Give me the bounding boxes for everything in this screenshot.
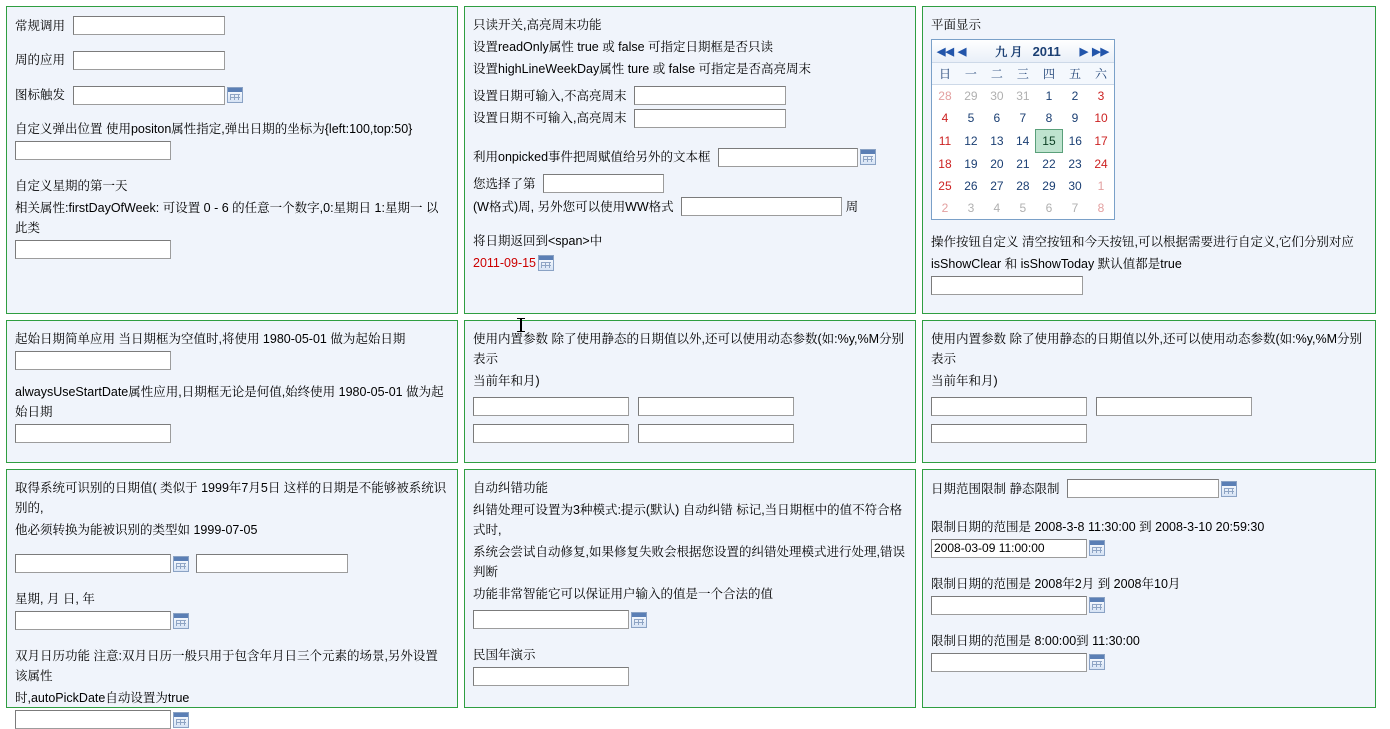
- calendar-month-label[interactable]: 九 月: [995, 44, 1023, 59]
- row-builtin-params-1-bottom: [473, 424, 907, 443]
- panel-readonly-weekend: [464, 6, 916, 314]
- panel-system-date: [6, 469, 458, 708]
- text-span-return: 将日期返回到<span>中: [473, 233, 603, 248]
- row-week-result: [473, 173, 907, 194]
- calendar-day-selected[interactable]: 15: [1036, 130, 1062, 153]
- row-system-date-inputs: [15, 554, 449, 573]
- prev-month-icon[interactable]: ◀: [957, 45, 967, 58]
- label-ww-format: (W格式)周, 另外您可以使用WW格式: [473, 199, 674, 214]
- calendar-icon[interactable]: [1221, 481, 1237, 497]
- calendar-nav-left: [935, 45, 968, 58]
- text-builtin-params-1-line1: 使用内置参数 除了使用静态的日期值以外,还可以使用动态参数(如:%y,%M分别表示: [473, 332, 905, 366]
- weekday-thu: 四: [1036, 63, 1062, 85]
- text-buttons-custom-2: isShowClear 和 isShowToday 默认值都是true: [931, 257, 1182, 271]
- input-onpicked[interactable]: [718, 148, 858, 167]
- calendar-day[interactable]: 29: [964, 89, 978, 103]
- text-builtin-params-2-line2: 当前年和月): [931, 374, 998, 388]
- calendar-icon[interactable]: [1089, 654, 1105, 670]
- text-highlight-desc: 设置highLineWeekDay属性 ture 或 false 可指定是否高亮周末: [473, 62, 812, 76]
- calendar-week-row: [932, 130, 1114, 153]
- label-static-limit: 日期范围限制 静态限制: [931, 481, 1060, 496]
- text-autocorrect-title: 自动纠错功能: [473, 481, 549, 495]
- panel-builtin-params-2: [922, 320, 1376, 463]
- input-custom-position[interactable]: [15, 141, 171, 160]
- input-builtin-param2-a[interactable]: [931, 397, 1087, 416]
- text-range-datetime: 限制日期的范围是 2008-3-8 11:30:00 到 2008-3-10 20:59:30: [931, 519, 1265, 534]
- row-custom-position: [15, 141, 449, 160]
- calendar-day[interactable]: 28: [938, 89, 952, 103]
- calendar-day[interactable]: 13: [990, 134, 1004, 148]
- calendar-week-row: [932, 197, 1114, 219]
- calendar-icon[interactable]: [1089, 540, 1105, 556]
- input-editable-nohighlight[interactable]: [634, 86, 786, 105]
- text-autocorrect-line3: 系统会尝试自动修复,如果修复失败会根据您设置的纠错处理模式进行处理,错误判断: [473, 545, 905, 579]
- input-week-result[interactable]: [543, 174, 664, 193]
- first-year-icon[interactable]: ◀◀: [937, 45, 954, 58]
- panel-builtin-params-1: [464, 320, 916, 463]
- input-range-time[interactable]: [931, 653, 1087, 672]
- calendar-day[interactable]: 18: [938, 156, 952, 171]
- row-alwaysusestartdate: [15, 424, 449, 443]
- text-startdate-desc: 起始日期简单应用 当日期框为空值时,将使用 1980-05-01 做为起始日期: [15, 332, 406, 346]
- calendar-day[interactable]: 8: [1097, 201, 1105, 215]
- calendar-icon[interactable]: [227, 87, 243, 103]
- text-readonly-title: 只读开关,高亮周末功能: [473, 18, 602, 32]
- calendar-day[interactable]: 19: [964, 156, 978, 171]
- calendar-day[interactable]: 4: [941, 111, 949, 126]
- text-double-calendar-line2: 时,autoPickDate自动设置为true: [15, 691, 190, 705]
- input-builtin-param-c[interactable]: [473, 424, 629, 443]
- row-range-time: [931, 653, 1367, 672]
- input-buttons-custom[interactable]: [931, 276, 1083, 295]
- row-editable-nohighlight: [473, 85, 907, 106]
- row-normal-call: [15, 15, 449, 36]
- row-minguo-input: [473, 667, 907, 686]
- text-builtin-params-2-line1: 使用内置参数 除了使用静态的日期值以外,还可以使用动态参数(如:%y,%M分别表示: [931, 332, 1363, 366]
- calendar-icon[interactable]: [538, 255, 554, 271]
- text-buttons-custom-1: 操作按钮自定义 清空按钮和今天按钮,可以根据需要进行自定义,它们分别对应: [931, 235, 1354, 249]
- text-system-date-line1: 取得系统可识别的日期值( 类似于 1999年7月5日 这样的日期是不能够被系统识别的,: [15, 481, 447, 515]
- calendar-day[interactable]: 24: [1094, 156, 1108, 171]
- panel-basic-usage: [6, 6, 458, 314]
- weekday-sun: 日: [932, 63, 958, 85]
- calendar-day[interactable]: 17: [1094, 134, 1108, 148]
- calendar-day[interactable]: 6: [993, 111, 1001, 126]
- input-icon-trigger[interactable]: [73, 86, 225, 105]
- calendar-icon[interactable]: [1089, 597, 1105, 613]
- input-autocorrect[interactable]: [473, 610, 629, 629]
- calendar-day[interactable]: 2: [941, 201, 949, 215]
- calendar-day[interactable]: 2: [1071, 89, 1079, 103]
- input-range-datetime[interactable]: [931, 539, 1087, 558]
- calendar-icon[interactable]: [860, 149, 876, 165]
- calendar-day[interactable]: 27: [990, 179, 1004, 193]
- row-static-limit: [931, 478, 1367, 499]
- calendar-grid: [932, 63, 1114, 219]
- span-date-value: 2011-09-15: [473, 255, 537, 270]
- weekday-tue: 二: [984, 63, 1010, 85]
- row-range-month: [931, 596, 1367, 615]
- label-ww-suffix: 周: [845, 199, 859, 214]
- calendar-day[interactable]: 16: [1068, 134, 1082, 148]
- calendar-day[interactable]: 14: [1015, 134, 1030, 148]
- input-ww-format[interactable]: [681, 197, 842, 216]
- text-double-calendar-line1: 双月日历功能 注意:双月日历一般只用于包含年月日三个元素的场景,另外设置该属性: [15, 649, 438, 683]
- calendar-day[interactable]: 5: [1019, 201, 1027, 215]
- label-icon-trigger: 图标触发: [15, 88, 66, 103]
- calendar-day[interactable]: 25: [938, 179, 952, 193]
- calendar-header: [932, 40, 1114, 63]
- text-system-date-line2: 他必须转换为能被识别的类型如 1999-07-05: [15, 523, 258, 537]
- input-first-day[interactable]: [15, 240, 171, 259]
- calendar-weekday-row: [932, 63, 1114, 85]
- calendar-day[interactable]: 12: [964, 134, 978, 148]
- panel-grid: [0, 6, 1390, 708]
- calendar-day[interactable]: 4: [993, 201, 1001, 215]
- calendar-day[interactable]: 1: [1097, 179, 1105, 193]
- last-year-icon[interactable]: ▶▶: [1092, 45, 1109, 58]
- text-autocorrect-line4: 功能非常智能它可以保证用户输入的值是一个合法的值: [473, 587, 774, 601]
- calendar-icon[interactable]: [631, 612, 647, 628]
- input-week-usage[interactable]: [73, 51, 225, 70]
- weekday-mon: 一: [958, 63, 984, 85]
- text-custom-position: 自定义弹出位置 使用positon属性指定,弹出日期的坐标为{left:100,top:50}: [15, 122, 413, 137]
- text-flat-title: 平面显示: [931, 18, 982, 32]
- calendar-icon[interactable]: [173, 613, 189, 629]
- text-builtin-params-1-line2: 当前年和月): [473, 374, 540, 388]
- calendar-day[interactable]: 10: [1094, 111, 1108, 126]
- text-cursor: [520, 318, 522, 332]
- calendar-week-row: [932, 175, 1114, 197]
- text-first-day-desc: 相关属性:firstDayOfWeek: 可设置 0 - 6 的任意一个数字,0:星期日 1:星期一 以此类: [15, 201, 439, 236]
- calendar-day[interactable]: 21: [1016, 156, 1030, 171]
- calendar-week-row: [932, 107, 1114, 130]
- weekday-sat: 六: [1088, 63, 1114, 85]
- label-onpicked: 利用onpicked事件把周赋值给另外的文本框: [473, 150, 711, 165]
- calendar-day[interactable]: 3: [967, 201, 975, 215]
- flat-calendar[interactable]: [931, 39, 1115, 220]
- calendar-day[interactable]: 20: [990, 156, 1004, 171]
- label-week-usage: 周的应用: [15, 53, 66, 68]
- calendar-icon[interactable]: [173, 556, 189, 572]
- label-readonly-highlight: 设置日期不可输入,高亮周末: [473, 111, 627, 126]
- row-readonly-highlight: [473, 108, 907, 129]
- input-builtin-param2-c[interactable]: [931, 424, 1087, 443]
- calendar-day[interactable]: 23: [1068, 156, 1082, 171]
- input-static-limit[interactable]: [1067, 479, 1219, 498]
- panel-flat-calendar: [922, 6, 1376, 314]
- input-builtin-param-a[interactable]: [473, 397, 629, 416]
- input-range-month[interactable]: [931, 596, 1087, 615]
- calendar-day[interactable]: 6: [1045, 201, 1053, 215]
- calendar-day[interactable]: 29: [1042, 179, 1056, 193]
- calendar-day[interactable]: 9: [1071, 111, 1079, 126]
- input-builtin-param-d[interactable]: [638, 424, 794, 443]
- calendar-body: [932, 85, 1114, 220]
- text-weekday-format: 星期, 月 日, 年: [15, 592, 95, 606]
- calendar-day[interactable]: 26: [964, 179, 978, 193]
- row-buttons-custom: [931, 276, 1367, 295]
- input-minguo[interactable]: [473, 667, 629, 686]
- text-range-time: 限制日期的范围是 8:00:00到 11:30:00: [931, 633, 1140, 648]
- input-weekday-format[interactable]: [15, 611, 171, 630]
- calendar-day[interactable]: 30: [1068, 179, 1082, 193]
- text-first-day-title: 自定义星期的第一天: [15, 179, 128, 194]
- calendar-day[interactable]: 22: [1042, 157, 1056, 171]
- input-system-date-a[interactable]: [15, 554, 171, 573]
- row-weekday-format: [15, 611, 449, 630]
- row-startdate: [15, 351, 449, 370]
- calendar-day[interactable]: 3: [1097, 89, 1105, 103]
- label-week-result: 您选择了第: [473, 176, 536, 191]
- row-span-date: [473, 253, 907, 273]
- calendar-day[interactable]: 31: [1016, 89, 1030, 103]
- text-minguo-title: 民国年演示: [473, 648, 536, 662]
- calendar-day[interactable]: 7: [1071, 201, 1079, 215]
- row-builtin-params-1-top: [473, 397, 907, 416]
- calendar-day[interactable]: 1: [1045, 89, 1053, 103]
- row-ww-format: [473, 196, 907, 217]
- panel-date-range-limit: [922, 469, 1376, 708]
- input-builtin-param2-b[interactable]: [1096, 397, 1252, 416]
- calendar-day[interactable]: 11: [938, 134, 952, 148]
- input-alwaysusestartdate[interactable]: [15, 424, 171, 443]
- panel-autocorrect: [464, 469, 916, 708]
- row-autocorrect-input: [473, 610, 907, 629]
- row-builtin-params-2-top: [931, 397, 1367, 416]
- input-system-date-b[interactable]: [196, 554, 348, 573]
- row-first-day: [15, 240, 449, 259]
- calendar-year-label[interactable]: 2011: [1032, 43, 1061, 59]
- text-range-month: 限制日期的范围是 2008年2月 到 2008年10月: [931, 576, 1181, 591]
- calendar-day[interactable]: 28: [1016, 179, 1030, 193]
- row-builtin-params-2-bottom: [931, 424, 1367, 443]
- calendar-nav-right: [1078, 45, 1111, 58]
- row-icon-trigger: [15, 84, 449, 105]
- panel-start-date: [6, 320, 458, 463]
- weekday-fri: 五: [1062, 63, 1088, 85]
- calendar-day[interactable]: 8: [1045, 111, 1053, 125]
- input-startdate[interactable]: [15, 351, 171, 370]
- calendar-week-row: [932, 153, 1114, 176]
- calendar-day[interactable]: 7: [1019, 111, 1027, 126]
- calendar-week-row: [932, 85, 1114, 108]
- calendar-day[interactable]: 30: [990, 89, 1004, 103]
- text-autocorrect-line2: 纠错处理可设置为3种模式:提示(默认) 自动纠错 标记,当日期框中的值不符合格式时,: [473, 503, 903, 537]
- label-editable-nohighlight: 设置日期可输入,不高亮周末: [473, 88, 627, 103]
- calendar-day[interactable]: 5: [967, 111, 975, 126]
- input-normal-call[interactable]: [73, 16, 225, 35]
- row-range-datetime: [931, 539, 1367, 558]
- next-month-icon[interactable]: ▶: [1079, 45, 1089, 58]
- row-onpicked: [473, 146, 907, 167]
- text-readonly-desc: 设置readOnly属性 true 或 false 可指定日期框是否只读: [473, 40, 774, 54]
- input-readonly-highlight[interactable]: [634, 109, 786, 128]
- weekday-wed: 三: [1010, 63, 1036, 85]
- text-alwaysusestartdate-desc: alwaysUseStartDate属性应用,日期框无论是何值,始终使用 1980-05-01 做为起始日期: [15, 385, 444, 419]
- input-builtin-param-b[interactable]: [638, 397, 794, 416]
- label-normal-call: 常规调用: [15, 18, 66, 33]
- row-week-usage: [15, 50, 449, 71]
